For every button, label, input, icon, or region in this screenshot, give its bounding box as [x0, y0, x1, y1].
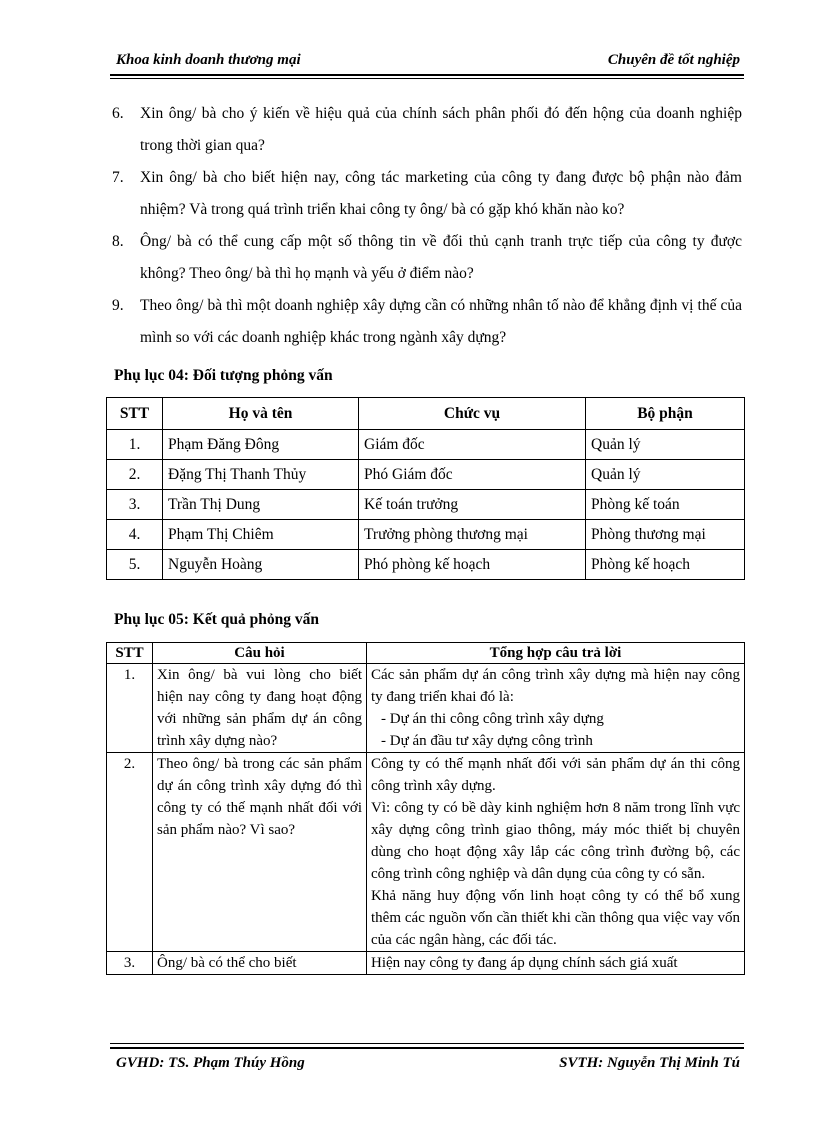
interview-results-table	[106, 642, 745, 975]
cell-stt: 1.	[107, 664, 153, 753]
question-item	[112, 226, 742, 289]
question-number: 8.	[112, 233, 124, 250]
question-text: Xin ông/ bà cho ý kiến về hiệu quả của chính sách phân phối đó đến hộng của doanh nghiệp trong thời gian qua?	[140, 105, 742, 154]
col-header-position: Chức vụ	[359, 398, 586, 430]
question-text: Ông/ bà có thể cung cấp một số thông tin về đối thủ cạnh tranh trực tiếp của công ty được không? Theo ông/ bà thì họ mạnh và yếu ở điểm nào?	[140, 233, 742, 282]
footer-rule-thin	[110, 1043, 744, 1044]
answer-line: Công ty có thế mạnh nhất đối với sản phẩm dự án thi công công trình xây dựng.	[371, 756, 740, 794]
question-list	[112, 98, 742, 354]
col-header-stt: STT	[107, 398, 163, 430]
cell-department: Quản lý	[586, 430, 745, 460]
header-rule-thick	[110, 74, 744, 76]
cell-department: Phòng kế toán	[586, 490, 745, 520]
table-row	[107, 430, 745, 460]
cell-name: Trần Thị Dung	[163, 490, 359, 520]
footer-supervisor: GVHD: TS. Phạm Thúy Hồng	[116, 1055, 305, 1071]
question-text: Theo ông/ bà thì một doanh nghiệp xây dựng cần có những nhân tố nào để khẳng định vị thế của mình so với các doanh nghiệp khác trong ngành xây dựng?	[140, 297, 742, 346]
col-header-name: Họ và tên	[163, 398, 359, 430]
footer-rule-thick	[110, 1047, 744, 1049]
header-faculty: Khoa kinh doanh thương mại	[116, 52, 301, 68]
table-row	[107, 490, 745, 520]
answer-line: Vì: công ty có bề dày kinh nghiệm hơn 8 năm trong lĩnh vực xây dựng công trình giao thông, máy móc thiết bị chuyên dùng cho hoạt động xây lắp các công trình đường bộ, các công trình công nghiệp và dân dụng của công ty có sẵn.	[371, 800, 740, 882]
table-row	[107, 952, 745, 975]
cell-department: Quản lý	[586, 460, 745, 490]
table-row	[107, 753, 745, 952]
cell-position: Phó phòng kế hoạch	[359, 550, 586, 580]
cell-answer	[367, 753, 745, 952]
table-row	[107, 520, 745, 550]
cell-department: Phòng thương mại	[586, 520, 745, 550]
footer-student: SVTH: Nguyễn Thị Minh Tú	[559, 1055, 740, 1071]
appendix5-title: Phụ lục 05: Kết quả phỏng vấn	[114, 611, 319, 628]
header-doc-type: Chuyên đề tốt nghiệp	[607, 52, 740, 68]
table-header-row	[107, 398, 745, 430]
answer-bullet: - Dự án đầu tư xây dựng công trình	[381, 733, 593, 749]
cell-stt: 5.	[107, 550, 163, 580]
table-row	[107, 664, 745, 753]
cell-answer	[367, 664, 745, 753]
question-item	[112, 290, 742, 353]
cell-position: Giám đốc	[359, 430, 586, 460]
appendix4-title: Phụ lục 04: Đối tượng phỏng vấn	[114, 367, 333, 384]
header-rule-thin	[110, 78, 744, 79]
question-number: 6.	[112, 105, 124, 122]
cell-name: Nguyễn Hoàng	[163, 550, 359, 580]
cell-stt: 2.	[107, 753, 153, 952]
cell-answer	[367, 952, 745, 975]
cell-name: Phạm Đăng Đông	[163, 430, 359, 460]
cell-stt: 3.	[107, 952, 153, 975]
cell-position: Kế toán trưởng	[359, 490, 586, 520]
col-header-answer: Tổng hợp câu trả lời	[367, 643, 745, 664]
question-text: Xin ông/ bà cho biết hiện nay, công tác marketing của công ty đang được bộ phận nào đảm nhiệm? Và trong quá trình triển khai công ty ông/ bà có gặp khó khăn nào ko?	[140, 169, 742, 218]
cell-name: Đặng Thị Thanh Thủy	[163, 460, 359, 490]
table-row	[107, 460, 745, 490]
cell-question: Theo ông/ bà trong các sản phẩm dự án công trình xây dựng đó thì công ty có thế mạnh nhất đối với sản phẩm nào? Vì sao?	[153, 753, 367, 952]
question-number: 7.	[112, 169, 124, 186]
cell-department: Phòng kế hoạch	[586, 550, 745, 580]
answer-line: Hiện nay công ty đang áp dụng chính sách giá xuất	[371, 955, 678, 971]
col-header-stt: STT	[107, 643, 153, 664]
col-header-department: Bộ phận	[586, 398, 745, 430]
cell-question: Ông/ bà có thể cho biết	[153, 952, 367, 975]
question-item	[112, 162, 742, 225]
cell-stt: 3.	[107, 490, 163, 520]
cell-stt: 1.	[107, 430, 163, 460]
col-header-question: Câu hỏi	[153, 643, 367, 664]
answer-bullet: - Dự án thi công công trình xây dựng	[381, 711, 604, 727]
question-number: 9.	[112, 297, 124, 314]
cell-stt: 2.	[107, 460, 163, 490]
question-item	[112, 98, 742, 161]
interviewee-table	[106, 397, 745, 580]
table-row	[107, 550, 745, 580]
answer-line: Khả năng huy động vốn linh hoạt công ty có thể bổ xung thêm các nguồn vốn cần thiết khi cần thông qua việc vay vốn của các ngân hàng, các đối tác.	[371, 888, 740, 948]
cell-stt: 4.	[107, 520, 163, 550]
cell-position: Phó Giám đốc	[359, 460, 586, 490]
answer-line: Các sản phẩm dự án công trình xây dựng mà hiện nay công ty đang triển khai đó là:	[371, 667, 740, 705]
cell-position: Trưởng phòng thương mại	[359, 520, 586, 550]
cell-question: Xin ông/ bà vui lòng cho biết hiện nay công ty đang hoạt động với những sản phẩm dự án công trình xây dựng nào?	[153, 664, 367, 753]
cell-name: Phạm Thị Chiêm	[163, 520, 359, 550]
table-header-row	[107, 643, 745, 664]
